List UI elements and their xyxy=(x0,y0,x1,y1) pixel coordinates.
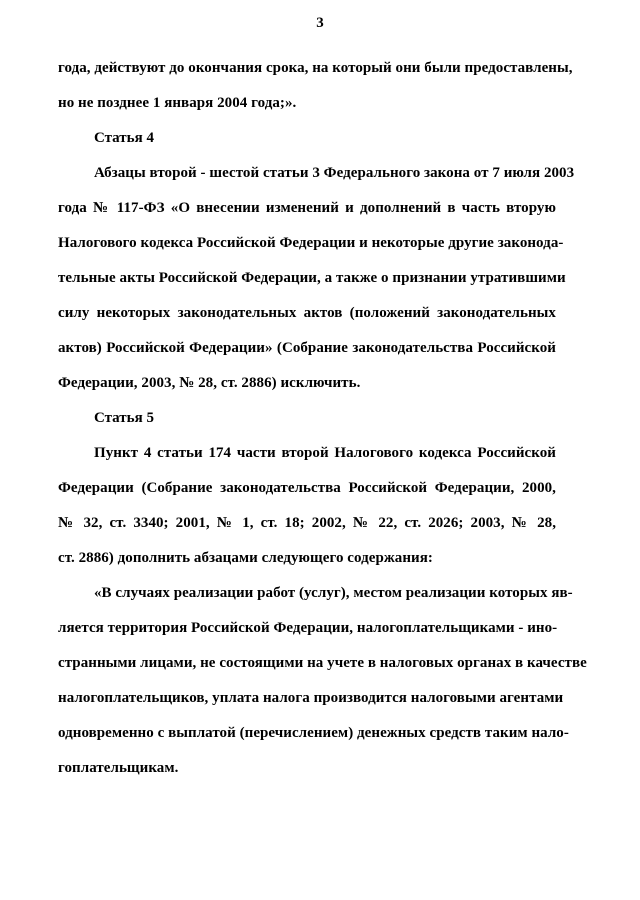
text-line: года, действуют до окончания срока, на который они были предоставлены, xyxy=(58,60,573,76)
text-line: ст. 2886) дополнить абзацами следующего содержания: xyxy=(58,550,433,566)
text-line: «В случаях реализации работ (услуг), местом реализации которых яв- xyxy=(94,585,573,601)
text-line: Пункт 4 статьи 174 части второй Налогового кодекса Российской xyxy=(94,445,556,461)
article-heading: Статья 4 xyxy=(94,130,154,146)
text-line: Налогового кодекса Российской Федерации и некоторые другие законода- xyxy=(58,235,564,251)
text-line: Абзацы второй - шестой статьи 3 Федерального закона от 7 июля 2003 xyxy=(94,165,575,181)
text-line: № 32, ст. 3340; 2001, № 1, ст. 18; 2002, № 22, ст. 2026; 2003, № 28, xyxy=(58,515,556,531)
text-line: тельные акты Российской Федерации, а также о признании утратившими xyxy=(58,270,566,286)
text-line: актов) Российской Федерации» (Собрание законодательства Российской xyxy=(58,340,556,356)
text-line: налогоплательщиков, уплата налога производится налоговыми агентами xyxy=(58,690,564,706)
text-line: силу некоторых законодательных актов (положений законодательных xyxy=(58,305,556,321)
text-line: ляется территория Российской Федерации, налогоплательщиками - ино- xyxy=(58,620,558,636)
article-heading: Статья 5 xyxy=(94,410,154,426)
page-number: 3 xyxy=(316,15,324,31)
text-line: года № 117-ФЗ «О внесении изменений и дополнений в часть вторую xyxy=(58,200,556,216)
text-line: Федерации, 2003, № 28, ст. 2886) исключить. xyxy=(58,375,361,391)
text-line: одновременно с выплатой (перечислением) денежных средств таким нало- xyxy=(58,725,569,741)
text-line: гоплательщикам. xyxy=(58,760,179,776)
text-line: но не позднее 1 января 2004 года;». xyxy=(58,95,297,111)
text-line: странными лицами, не состоящими на учете в налоговых органах в качестве xyxy=(58,655,587,671)
text-line: Федерации (Собрание законодательства Российской Федерации, 2000, xyxy=(58,480,556,496)
